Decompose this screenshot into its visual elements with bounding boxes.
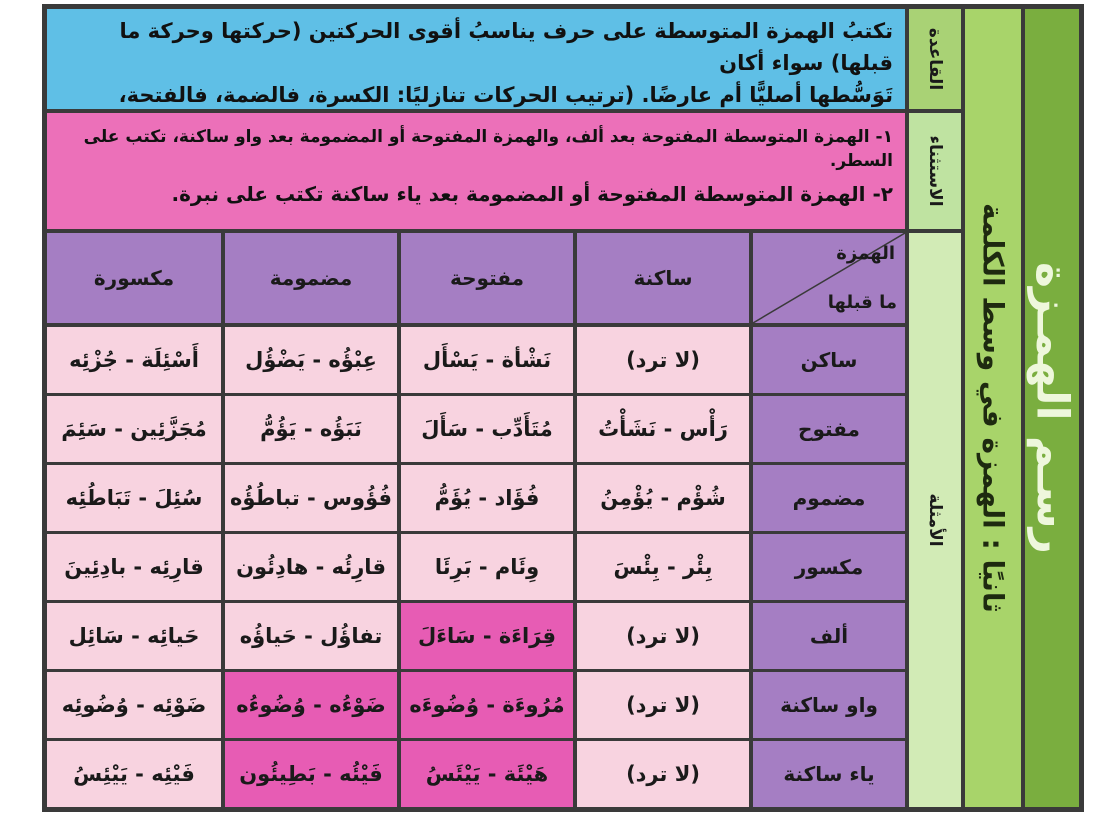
table-corner-header: [751, 231, 907, 325]
examples-label: الأمثلة: [925, 493, 945, 547]
row-label: مفتوح: [751, 394, 907, 464]
example-cell: نَبَؤُه - يَؤُمُّ: [223, 394, 399, 464]
example-cell: فُؤَاد - يُؤَمُّ: [399, 463, 575, 533]
example-cell: نَشْأة - يَسْأَل: [399, 325, 575, 395]
main-title-strip: [1023, 7, 1081, 809]
example-cell: ضَوْءُه - وُضُوءُه: [223, 670, 399, 740]
example-cell: فُؤُوس - تباطُؤُه: [223, 463, 399, 533]
row-label: مكسور: [751, 532, 907, 602]
example-cell: فَيْئِه - يَيْئِسُ: [45, 739, 223, 809]
grammar-chart: [42, 4, 1084, 812]
examples-table: [45, 231, 907, 809]
example-cell: مُجَزَّئِين - سَئِمَ: [45, 394, 223, 464]
example-cell: (لا ترد): [575, 670, 751, 740]
example-cell: حَيائِه - سَائِل: [45, 601, 223, 671]
example-cell: تفاؤُل - حَياؤُه: [223, 601, 399, 671]
row-label: مضموم: [751, 463, 907, 533]
example-cell: (لا ترد): [575, 325, 751, 395]
exception-box: [45, 111, 907, 231]
exception-item-2: ٢- الهمزة المتوسطة المفتوحة أو المضمومة بعد ياء ساكنة تكتب على نبرة.: [171, 182, 893, 206]
section-title-strip: [963, 7, 1023, 809]
section-title: ثانيًا : الهمزة في وسط الكلمة: [976, 203, 1010, 613]
examples-label-cell: [907, 231, 963, 809]
example-cell: مُتَأَدِّب - سَأَلَ: [399, 394, 575, 464]
example-cell: وِئَام - بَرِئَا: [399, 532, 575, 602]
exception-item-1: ١- الهمزة المتوسطة المفتوحة بعد ألف، والهمزة المفتوحة أو المضمومة بعد واو ساكنة، تكتب على السطر.: [83, 127, 893, 171]
row-label: ياء ساكنة: [751, 739, 907, 809]
rule-line-2: تَوَسُّطها أصليًّا أم عارضًا. (ترتيب الحركات تنازليًا: الكسرة، فالضمة، فالفتحة،: [118, 83, 893, 107]
example-cell: رَأْس - نَشَأْتُ: [575, 394, 751, 464]
main-title: رسـم الهمـزة: [1026, 262, 1078, 554]
header-sakina: ساكنة: [575, 231, 751, 325]
corner-top-label: الهمزة: [836, 243, 895, 264]
header-madmuma: مضمومة: [223, 231, 399, 325]
example-cell: بِئْر - بِئْسَ: [575, 532, 751, 602]
exception-label-cell: [907, 111, 963, 231]
example-cell: مُرُوءَة - وُضُوءَه: [399, 670, 575, 740]
example-cell: قارِئُه - هادِئُون: [223, 532, 399, 602]
rule-box: [45, 7, 907, 111]
example-cell: قارِئِه - بادِئِينَ: [45, 532, 223, 602]
example-cell: هَيْئَة - يَيْئَسُ: [399, 739, 575, 809]
example-cell: أَسْئِلَة - جُزْئِه: [45, 325, 223, 395]
example-cell: ضَوْئِه - وُضُوئِه: [45, 670, 223, 740]
header-maksura: مكسورة: [45, 231, 223, 325]
example-cell: شُؤْم - يُؤْمِنُ: [575, 463, 751, 533]
example-cell: عِبْؤُه - يَضْؤُل: [223, 325, 399, 395]
row-label: واو ساكنة: [751, 670, 907, 740]
corner-bottom-label: ما قبلها: [827, 292, 897, 313]
rule-label: القاعدة: [925, 27, 945, 91]
rule-label-cell: [907, 7, 963, 111]
row-label: ألف: [751, 601, 907, 671]
example-cell: (لا ترد): [575, 739, 751, 809]
example-cell: (لا ترد): [575, 601, 751, 671]
header-maftuha: مفتوحة: [399, 231, 575, 325]
example-cell: قِرَاءَة - سَاءَلَ: [399, 601, 575, 671]
exception-label: الاستثناء: [925, 135, 945, 207]
example-cell: فَيْئُه - بَطِيئُون: [223, 739, 399, 809]
example-cell: سُئِلَ - تَبَاطُئِه: [45, 463, 223, 533]
rule-line-1: تكتبُ الهمزة المتوسطة على حرف يناسبُ أقوى الحركتين (حركتها وحركة ما قبلها) سواء أكان: [119, 19, 893, 75]
row-label: ساكن: [751, 325, 907, 395]
